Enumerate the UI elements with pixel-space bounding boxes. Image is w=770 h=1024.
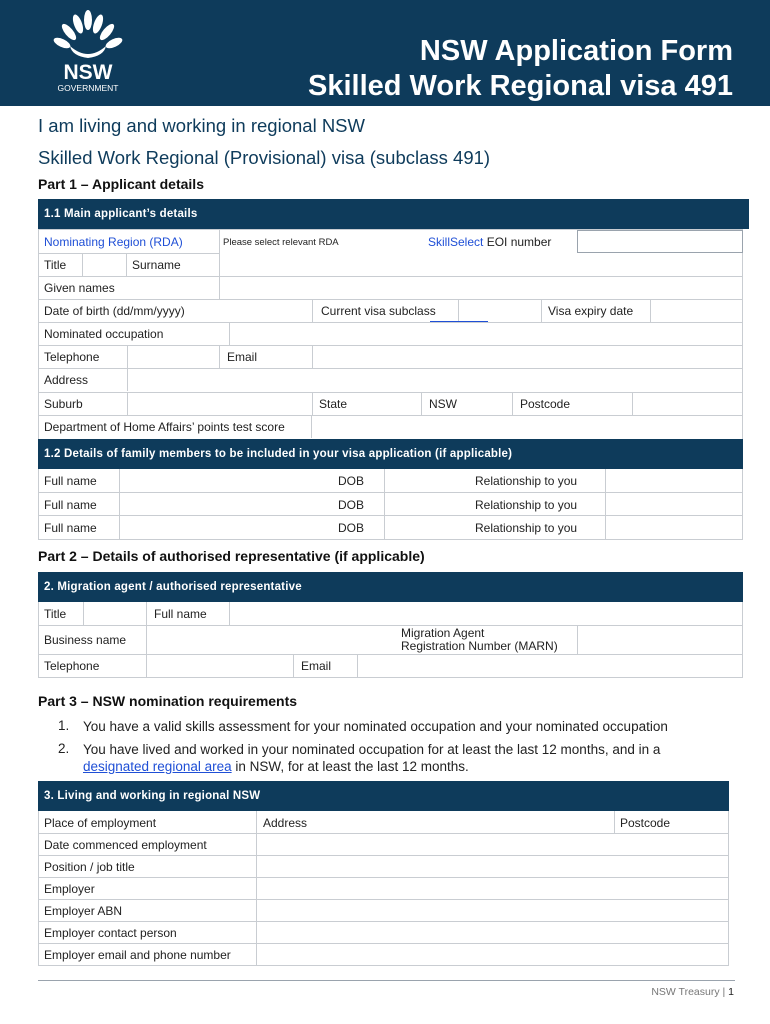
section-3-header: 3. Living and working in regional NSW bbox=[38, 781, 729, 811]
page-footer: NSW Treasury | 1 bbox=[651, 986, 734, 998]
row-place-of-employment bbox=[38, 811, 729, 834]
family-full-name-label: Full name bbox=[44, 521, 97, 535]
employment-postcode-label: Postcode bbox=[620, 816, 671, 830]
dob-label: Date of birth (dd/mm/yyyy) bbox=[44, 304, 185, 318]
marn-label: Migration Agent Registration Number (MARN) bbox=[401, 626, 558, 653]
subtitle-living-working: I am living and working in regional NSW bbox=[38, 115, 365, 136]
title-label: Title bbox=[44, 258, 67, 272]
family-dob-label: DOB bbox=[338, 474, 365, 488]
employment-field-label: Position / job title bbox=[44, 860, 135, 874]
employment-row bbox=[38, 921, 729, 944]
row-suburb-state bbox=[38, 392, 743, 415]
eoi-number-input[interactable] bbox=[577, 230, 743, 253]
page-header bbox=[0, 0, 770, 106]
employment-field-label: Employer email and phone number bbox=[44, 948, 231, 962]
rda-select[interactable]: Please select relevant RDA bbox=[223, 237, 339, 248]
employment-field-label: Employer ABN bbox=[44, 904, 123, 918]
employment-field-label: Date commenced employment bbox=[44, 838, 207, 852]
visa-expiry-label: Visa expiry date bbox=[548, 304, 634, 318]
employment-address-label: Address bbox=[263, 816, 308, 830]
nominated-occupation-label: Nominated occupation bbox=[44, 327, 164, 341]
designated-regional-area-link[interactable]: designated regional area bbox=[83, 759, 232, 774]
row-business-name bbox=[38, 625, 743, 654]
row-agent-telephone bbox=[38, 654, 743, 677]
surname-label: Surname bbox=[132, 258, 181, 272]
page-title bbox=[308, 34, 733, 104]
row-agent-title bbox=[38, 602, 743, 625]
employment-row bbox=[38, 899, 729, 922]
family-full-name-label: Full name bbox=[44, 474, 97, 488]
subtitle-visa: Skilled Work Regional (Provisional) visa (subclass 491) bbox=[38, 147, 491, 168]
employment-row bbox=[38, 855, 729, 878]
svg-text:NSW: NSW bbox=[63, 61, 113, 84]
employment-field-label: Employer bbox=[44, 882, 95, 896]
page-number: 1 bbox=[728, 986, 734, 998]
employment-row bbox=[38, 943, 729, 966]
state-label: State bbox=[319, 397, 348, 411]
business-name-label: Business name bbox=[44, 633, 127, 647]
row-title-surname bbox=[38, 253, 743, 276]
part3-heading: Part 3 – NSW nomination requirements bbox=[38, 693, 298, 709]
postcode-label: Postcode bbox=[520, 397, 571, 411]
nsw-waratah-logo bbox=[48, 8, 128, 96]
agent-full-name-label: Full name bbox=[154, 607, 207, 621]
eoi-label: SkillSelect EOI number bbox=[428, 235, 552, 249]
section-2-header: 2. Migration agent / authorised representative bbox=[38, 572, 743, 602]
footer-org: NSW Treasury bbox=[651, 986, 720, 998]
agent-telephone-label: Telephone bbox=[44, 659, 100, 673]
title-line-2: Skilled Work Regional visa 491 bbox=[308, 70, 733, 102]
family-dob-label: DOB bbox=[338, 498, 365, 512]
state-value: NSW bbox=[429, 397, 457, 411]
family-relationship-label: Relationship to you bbox=[475, 498, 578, 512]
points-label: Department of Home Affairs’ points test score bbox=[44, 420, 285, 434]
email-label: Email bbox=[227, 350, 258, 364]
section-1-1-header: 1.1 Main applicant’s details bbox=[38, 199, 749, 229]
family-row bbox=[38, 516, 743, 539]
row-nominating-region bbox=[38, 230, 743, 253]
row-given-names bbox=[38, 276, 743, 299]
family-relationship-label: Relationship to you bbox=[475, 521, 578, 535]
row-dob-visa bbox=[38, 299, 743, 322]
employment-row bbox=[38, 877, 729, 900]
telephone-label: Telephone bbox=[44, 350, 100, 364]
suburb-label: Suburb bbox=[44, 397, 83, 411]
agent-email-label: Email bbox=[301, 659, 332, 673]
title-line-1: NSW Application Form bbox=[419, 35, 733, 67]
address-label: Address bbox=[44, 373, 89, 387]
employment-row bbox=[38, 833, 729, 856]
employment-field-label: Employer contact person bbox=[44, 926, 177, 940]
family-relationship-label: Relationship to you bbox=[475, 474, 578, 488]
family-row bbox=[38, 469, 743, 492]
row-address bbox=[38, 368, 743, 391]
section-1-2-header: 1.2 Details of family members to be included in your visa application (if applicable) bbox=[38, 439, 743, 469]
row-points bbox=[38, 415, 743, 438]
requirement-2-continuation: designated regional area in NSW, for at least the last 12 months. bbox=[83, 759, 469, 774]
part2-heading: Part 2 – Details of authorised representative (if applicable) bbox=[38, 548, 425, 564]
family-row bbox=[38, 493, 743, 516]
row-telephone-email bbox=[38, 345, 743, 368]
agent-title-label: Title bbox=[44, 607, 67, 621]
place-of-employment-label: Place of employment bbox=[44, 816, 157, 830]
family-dob-label: DOB bbox=[338, 521, 365, 535]
part1-heading: Part 1 – Applicant details bbox=[38, 176, 204, 192]
current-visa-label: Current visa subclass bbox=[321, 304, 436, 318]
footer-divider bbox=[38, 980, 735, 981]
svg-text:GOVERNMENT: GOVERNMENT bbox=[57, 83, 119, 93]
given-names-label: Given names bbox=[44, 281, 115, 295]
row-occupation bbox=[38, 322, 743, 345]
family-full-name-label: Full name bbox=[44, 498, 97, 512]
nominating-region-label: Nominating Region (RDA) bbox=[44, 235, 183, 249]
